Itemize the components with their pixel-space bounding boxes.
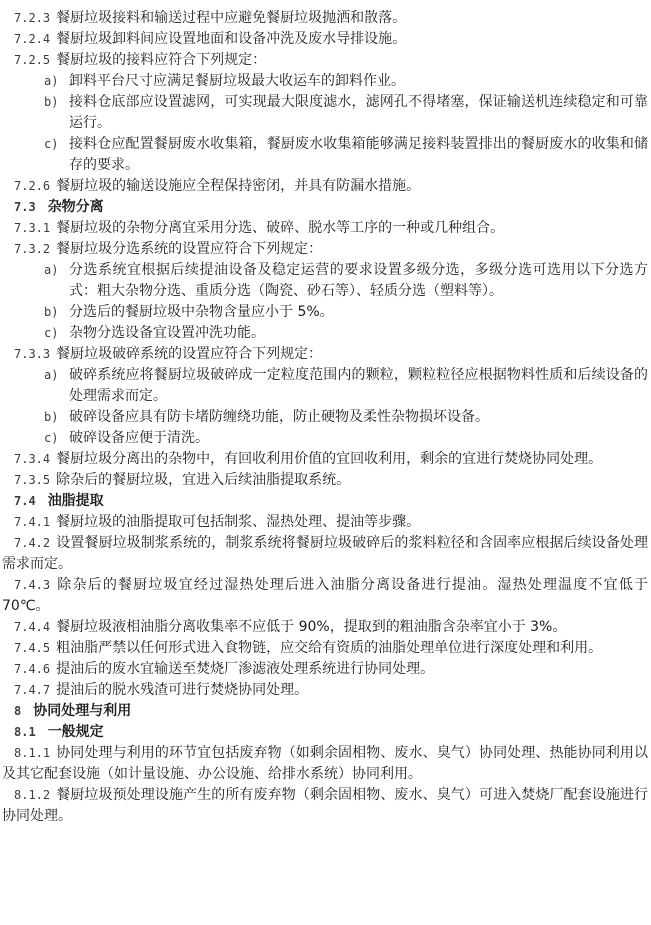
clause	[2, 575, 648, 617]
clause	[2, 344, 648, 365]
clause-text: 粗油脂严禁以任何形式进入食物链，应交给有资质的油脂处理单位进行深度处理和利用。	[56, 640, 603, 656]
clause	[2, 449, 648, 470]
heading-title: 一般规定	[47, 724, 104, 740]
clause-text: 餐厨垃圾分离出的杂物中，有回收利用价值的宜回收利用，剩余的宜进行焚烧协同处理。	[56, 451, 603, 467]
standard-document-page	[2, 8, 648, 827]
clause-list-item	[2, 302, 648, 323]
clause-text: 提油后的废水宜输送至焚烧厂渗滤液处理系统进行协同处理。	[56, 661, 435, 677]
clause-text: 除杂后的餐厨垃圾，宜进入后续油脂提取系统。	[56, 472, 351, 488]
clause	[2, 29, 648, 50]
clause	[2, 785, 648, 827]
clause	[2, 239, 648, 260]
clause-text: 餐厨垃圾的接料应符合下列规定：	[56, 52, 267, 68]
clause-list-item	[2, 365, 648, 407]
clause-text: 餐厨垃圾分选系统的设置应符合下列规定：	[56, 241, 323, 257]
clause	[2, 617, 648, 638]
clause-number: 7.3.3	[14, 347, 51, 361]
clause-number: 7.4.4	[14, 620, 51, 634]
clause-number: 7.3.5	[14, 473, 51, 487]
clause-text: 破碎设备应便于清洗。	[69, 430, 209, 446]
heading-title: 杂物分离	[47, 199, 104, 215]
clause	[2, 176, 648, 197]
clause-text: 除杂后的餐厨垃圾宜经过湿热处理后进入油脂分离设备进行提油。湿热处理温度不宜低于70℃。	[2, 577, 648, 614]
clause-list-item	[2, 71, 648, 92]
clause	[2, 743, 648, 785]
clause	[2, 8, 648, 29]
item-letter: c)	[44, 326, 59, 340]
heading-title: 油脂提取	[47, 493, 104, 509]
section-heading	[2, 491, 648, 512]
item-letter: c)	[44, 431, 59, 445]
clause-number: 7.4.7	[14, 683, 51, 697]
clause-text: 餐厨垃圾预处理设施产生的所有废弃物（剩余固相物、废水、臭气）可进入焚烧厂配套设施进行协同处理。	[2, 787, 648, 824]
clause-text: 餐厨垃圾液相油脂分离收集率不应低于 90%，提取到的粗油脂含杂率宜小于 3%。	[56, 619, 567, 635]
clause-number: 8.1.2	[14, 788, 51, 802]
clause-text: 接料仓底部应设置滤网，可实现最大限度滤水，滤网孔不得堵塞，保证输送机连续稳定和可靠运行。	[69, 94, 648, 131]
clause	[2, 659, 648, 680]
heading-number: 7.3	[14, 200, 36, 214]
clause-number: 7.4.1	[14, 515, 51, 529]
section-heading	[2, 197, 648, 218]
clause-list-item	[2, 134, 648, 176]
clause-list-item	[2, 428, 648, 449]
item-letter: b)	[44, 305, 59, 319]
clause-text: 卸料平台尺寸应满足餐厨垃圾最大收运车的卸料作业。	[69, 73, 405, 89]
chapter-heading	[2, 701, 648, 722]
clause-number: 7.2.4	[14, 32, 51, 46]
clause-number: 7.3.2	[14, 242, 51, 256]
clause-text: 设置餐厨垃圾制浆系统的，制浆系统将餐厨垃圾破碎后的浆料粒径和含固率应根据后续设备处理需求而定。	[2, 535, 648, 572]
item-letter: b)	[44, 95, 59, 109]
clause-list-item	[2, 323, 648, 344]
clause-number: 8.1.1	[14, 746, 51, 760]
item-letter: a)	[44, 263, 59, 277]
clause-text: 餐厨垃圾破碎系统的设置应符合下列规定：	[56, 346, 323, 362]
clause-number: 7.2.3	[14, 11, 51, 25]
item-letter: a)	[44, 368, 59, 382]
clause	[2, 218, 648, 239]
clause-text: 提油后的脱水残渣可进行焚烧协同处理。	[56, 682, 309, 698]
clause-number: 7.2.6	[14, 179, 51, 193]
item-letter: b)	[44, 410, 59, 424]
clause	[2, 638, 648, 659]
clause-text: 餐厨垃圾的油脂提取可包括制浆、湿热处理、提油等步骤。	[56, 514, 421, 530]
item-letter: c)	[44, 137, 59, 151]
clause-text: 餐厨垃圾的输送设施应全程保持密闭，并具有防漏水措施。	[56, 178, 421, 194]
section-heading	[2, 722, 648, 743]
clause-text: 餐厨垃圾卸料间应设置地面和设备冲洗及废水导排设施。	[56, 31, 407, 47]
clause-text: 餐厨垃圾的杂物分离宜采用分选、破碎、脱水等工序的一种或几种组合。	[56, 220, 505, 236]
heading-number: 8.1	[14, 725, 36, 739]
clause-text: 破碎系统应将餐厨垃圾破碎成一定粒度范围内的颗粒，颗粒粒径应根据物料性质和后续设备的处理需求而定。	[69, 367, 648, 404]
item-letter: a)	[44, 74, 59, 88]
clause-number: 7.2.5	[14, 53, 51, 67]
clause-number: 7.4.2	[14, 536, 51, 550]
clause	[2, 50, 648, 71]
heading-title: 协同处理与利用	[33, 703, 132, 719]
clause	[2, 470, 648, 491]
clause-text: 餐厨垃圾接料和输送过程中应避免餐厨垃圾抛洒和散落。	[56, 10, 407, 26]
clause-number: 7.4.6	[14, 662, 51, 676]
clause-number: 7.4.3	[14, 578, 51, 592]
heading-number: 7.4	[14, 494, 36, 508]
clause-list-item	[2, 407, 648, 428]
clause-text: 破碎设备应具有防卡堵防缠绕功能，防止硬物及柔性杂物损坏设备。	[69, 409, 489, 425]
clause	[2, 680, 648, 701]
clause-number: 7.3.1	[14, 221, 51, 235]
clause-number: 7.4.5	[14, 641, 51, 655]
clause-text: 分选后的餐厨垃圾中杂物含量应小于 5%。	[69, 304, 334, 320]
clause	[2, 512, 648, 533]
clause-text: 接料仓应配置餐厨废水收集箱，餐厨废水收集箱能够满足接料装置排出的餐厨废水的收集和储存的要求。	[69, 136, 648, 173]
clause-number: 7.3.4	[14, 452, 51, 466]
clause-text: 协同处理与利用的环节宜包括废弃物（如剩余固相物、废水、臭气）协同处理、热能协同利用以及其它配套设施（如计量设施、办公设施、给排水系统）协同利用。	[2, 745, 648, 782]
clause-text: 杂物分选设备宜设置冲洗功能。	[69, 325, 265, 341]
clause-list-item	[2, 260, 648, 302]
clause	[2, 533, 648, 575]
heading-number: 8	[14, 704, 22, 718]
clause-list-item	[2, 92, 648, 134]
clause-text: 分选系统宜根据后续提油设备及稳定运营的要求设置多级分选，多级分选可选用以下分选方式：粗大杂物分选、重质分选（陶瓷、砂石等）、轻质分选（塑料等）。	[69, 262, 648, 299]
